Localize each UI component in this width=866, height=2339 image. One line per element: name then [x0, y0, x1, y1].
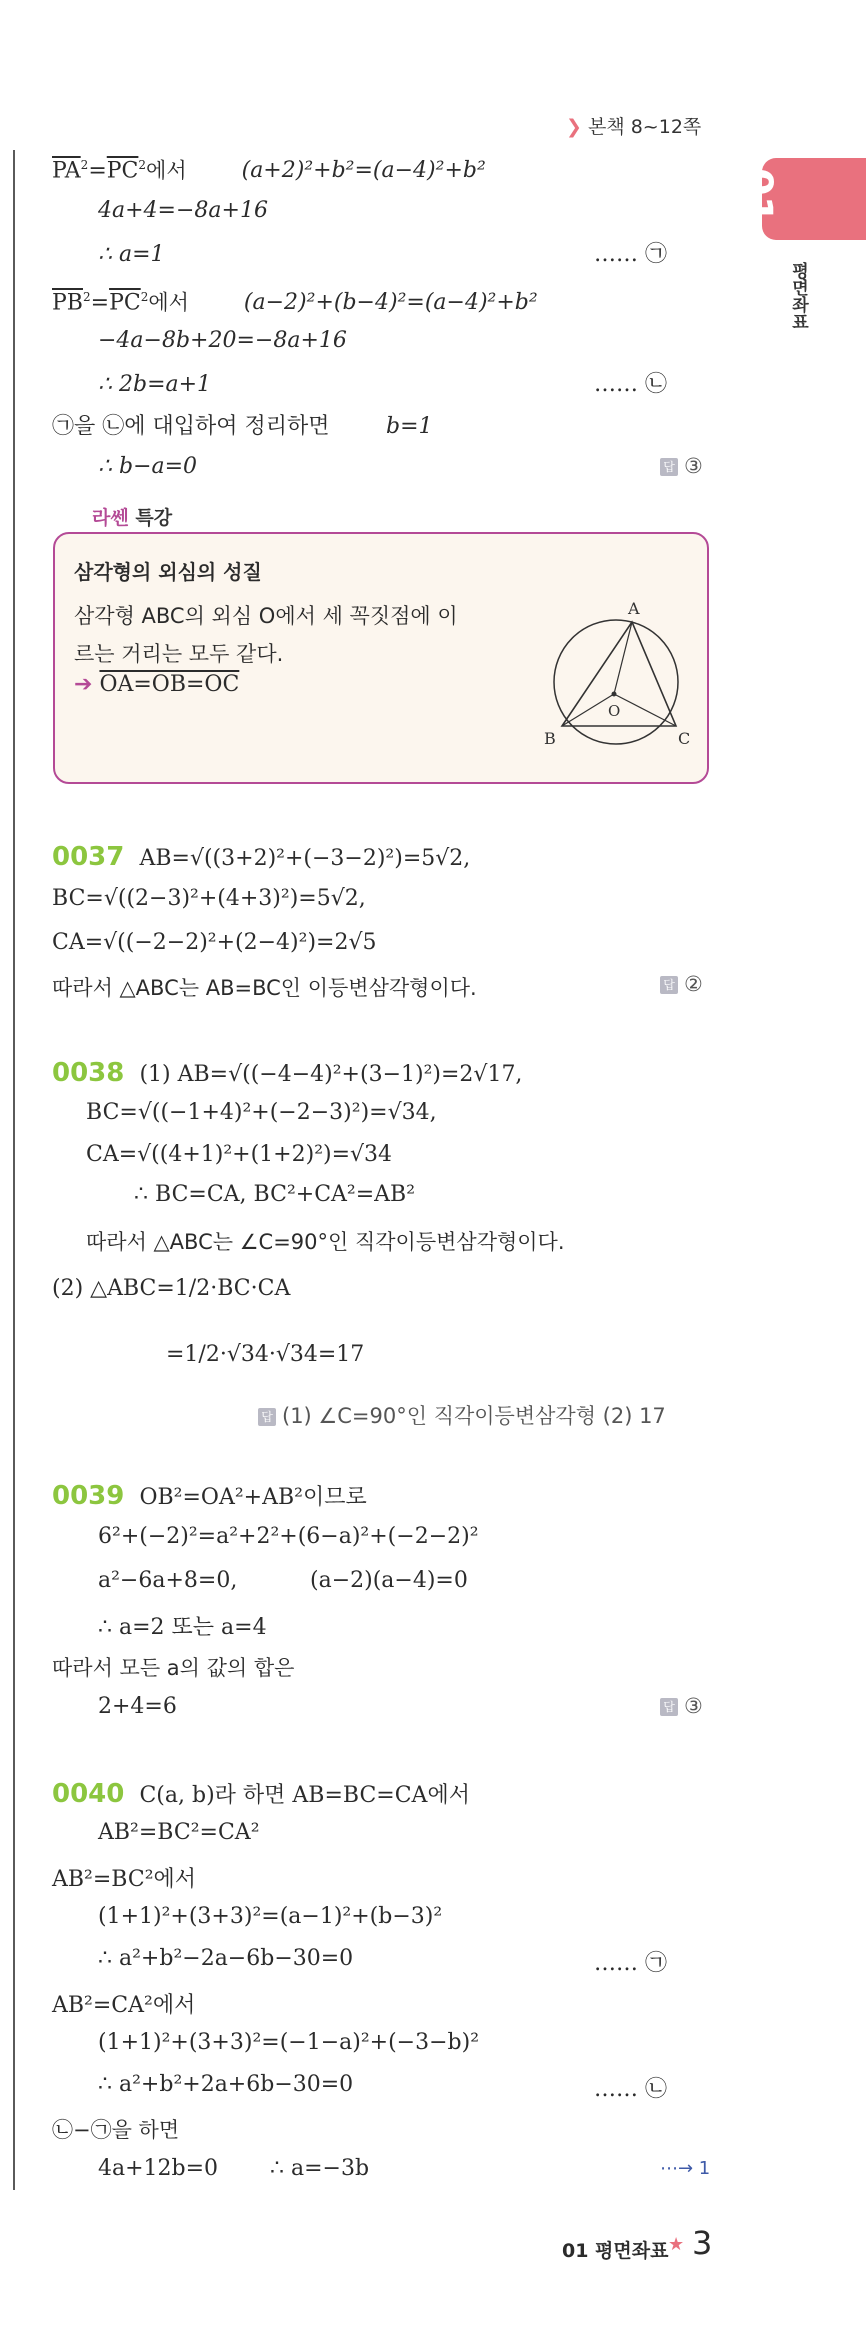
vertex-a-label: A — [628, 599, 640, 618]
continue-marker: ⋯→ 1 — [660, 2158, 711, 2179]
intro-line-2: 4a+4=−8a+16 — [98, 198, 268, 223]
problem-0037-line-4: 따라서 △ABC는 AB=BC인 이등변삼각형이다. — [52, 976, 477, 1000]
footer-label: 01 평면좌표 — [562, 2240, 669, 2262]
page-reference: ❯ 본책 8~12쪽 — [566, 116, 702, 138]
problem-0038-line-3: CA=√((4+1)²+(1+2)²)=√34 — [86, 1142, 393, 1167]
answer-intro: 답 ③ — [660, 454, 703, 478]
problem-0037-line-3: CA=√((−2−2)²+(2−4)²)=2√5 — [52, 930, 377, 955]
tip-body-2: 르는 거리는 모두 같다. — [74, 642, 284, 666]
intro-line-8: ∴ b−a=0 — [98, 454, 198, 479]
chevron-right-icon: ❯ — [566, 116, 582, 138]
problem-0038-line-5: 따라서 △ABC는 ∠C=90°인 직각이등변삼각형이다. — [86, 1230, 565, 1254]
problem-0040-line-7: (1+1)²+(3+3)²=(−1−a)²+(−3−b)² — [98, 2030, 480, 2055]
problem-0040-line-10b: ∴ a=−3b — [270, 2156, 370, 2181]
chapter-number: 01 — [734, 168, 780, 224]
marker-b-2: …… ㉡ — [594, 2077, 667, 2102]
intro-line-1: $\overline{PA}^2=\overline{PC}^2$에서 (a+2)²+b²=(a−4)²+b² — [52, 158, 486, 184]
problem-0040-line-4: (1+1)²+(3+3)²=(a−1)²+(b−3)² — [98, 1904, 443, 1929]
page-number: 3 — [692, 2224, 713, 2262]
answer-0039: 답 ③ — [660, 1694, 703, 1718]
marker-a-2: …… ㉠ — [594, 1951, 667, 1976]
problem-0039-line-4: ∴ a=2 또는 a=4 — [98, 1615, 267, 1640]
intro-line-5: −4a−8b+20=−8a+16 — [98, 328, 347, 353]
center-o-label: O — [608, 702, 621, 720]
problem-0040-line-6: AB²=CA²에서 — [52, 1993, 196, 2018]
left-margin-line — [13, 150, 15, 2190]
vertex-c-label: C — [678, 729, 691, 748]
arrow-right-icon: ➔ — [74, 672, 93, 697]
problem-0037-line-2: BC=√((2−3)²+(4+3)²)=5√2, — [52, 886, 366, 911]
problem-0039-line-3: a²−6a+8=0, — [98, 1568, 238, 1593]
problem-0040-line-1: 0040 C(a, b)라 하면 AB=BC=CA에서 — [52, 1779, 470, 1809]
answer-icon: 답 — [660, 458, 678, 476]
vertex-b-label: B — [544, 729, 556, 748]
answer-0037: 답 ② — [660, 972, 703, 996]
intro-line-6: ∴ 2b=a+1 — [98, 372, 212, 397]
problem-0038-line-4: ∴ BC=CA, BC²+CA²=AB² — [134, 1182, 416, 1207]
problem-0038-line-6: (2) △ABC=1/2·BC·CA — [52, 1276, 291, 1301]
marker-a: …… ㉠ — [594, 242, 667, 267]
problem-0038-line-7: =1/2·√34·√34=17 — [166, 1342, 365, 1367]
star-icon: ★ — [668, 2234, 685, 2255]
intro-line-3: ∴ a=1 — [98, 242, 165, 267]
problem-0040-line-10: 4a+12b=0 — [98, 2156, 219, 2181]
intro-line-4: $\overline{PB}^2=\overline{PC}^2$에서 (a−2)²+(b−4)²=(a−4)²+b² — [52, 290, 538, 316]
tip-heading: 라쎈 특강 — [92, 507, 173, 529]
circumcircle-figure — [536, 594, 696, 754]
intro-line-7b: b=1 — [386, 414, 433, 439]
chapter-label: 평면좌표 — [788, 262, 808, 330]
marker-b: …… ㉡ — [594, 372, 667, 397]
problem-0039-line-3b: (a−2)(a−4)=0 — [310, 1568, 468, 1593]
tip-body-3: ➔ OA=OB=OC — [74, 672, 240, 697]
problem-0040-line-5: ∴ a²+b²−2a−6b−30=0 — [98, 1946, 354, 1971]
problem-0040-line-2: AB²=BC²=CA² — [98, 1820, 260, 1845]
problem-0038-line-1: 0038 (1) AB=√((−4−4)²+(3−1)²)=2√17, — [52, 1058, 523, 1088]
intro-line-7: ㉠을 ㉡에 대입하여 정리하면 — [52, 414, 330, 439]
problem-0039-line-1: 0039 OB²=OA²+AB²이므로 — [52, 1481, 367, 1511]
problem-0037-line-1: 0037 AB=√((3+2)²+(−3−2)²)=5√2, — [52, 842, 471, 872]
problem-0040-line-3: AB²=BC²에서 — [52, 1867, 197, 1892]
problem-0040-line-9: ㉡−㉠을 하면 — [52, 2118, 180, 2142]
problem-0040-line-8: ∴ a²+b²+2a+6b−30=0 — [98, 2072, 354, 2097]
answer-0038: 답 (1) ∠C=90°인 직각이등변삼각형 (2) 17 — [258, 1400, 666, 1430]
tip-title: 삼각형의 외심의 성질 — [74, 560, 262, 584]
problem-0039-line-6: 2+4=6 — [98, 1694, 177, 1719]
problem-0039-line-5: 따라서 모든 a의 값의 합은 — [52, 1656, 295, 1680]
tip-body-1: 삼각형 ABC의 외심 O에서 세 꼭짓점에 이 — [74, 604, 458, 628]
problem-0038-line-2: BC=√((−1+4)²+(−2−3)²)=√34, — [86, 1100, 437, 1125]
problem-0039-line-2: 6²+(−2)²=a²+2²+(6−a)²+(−2−2)² — [98, 1524, 479, 1549]
